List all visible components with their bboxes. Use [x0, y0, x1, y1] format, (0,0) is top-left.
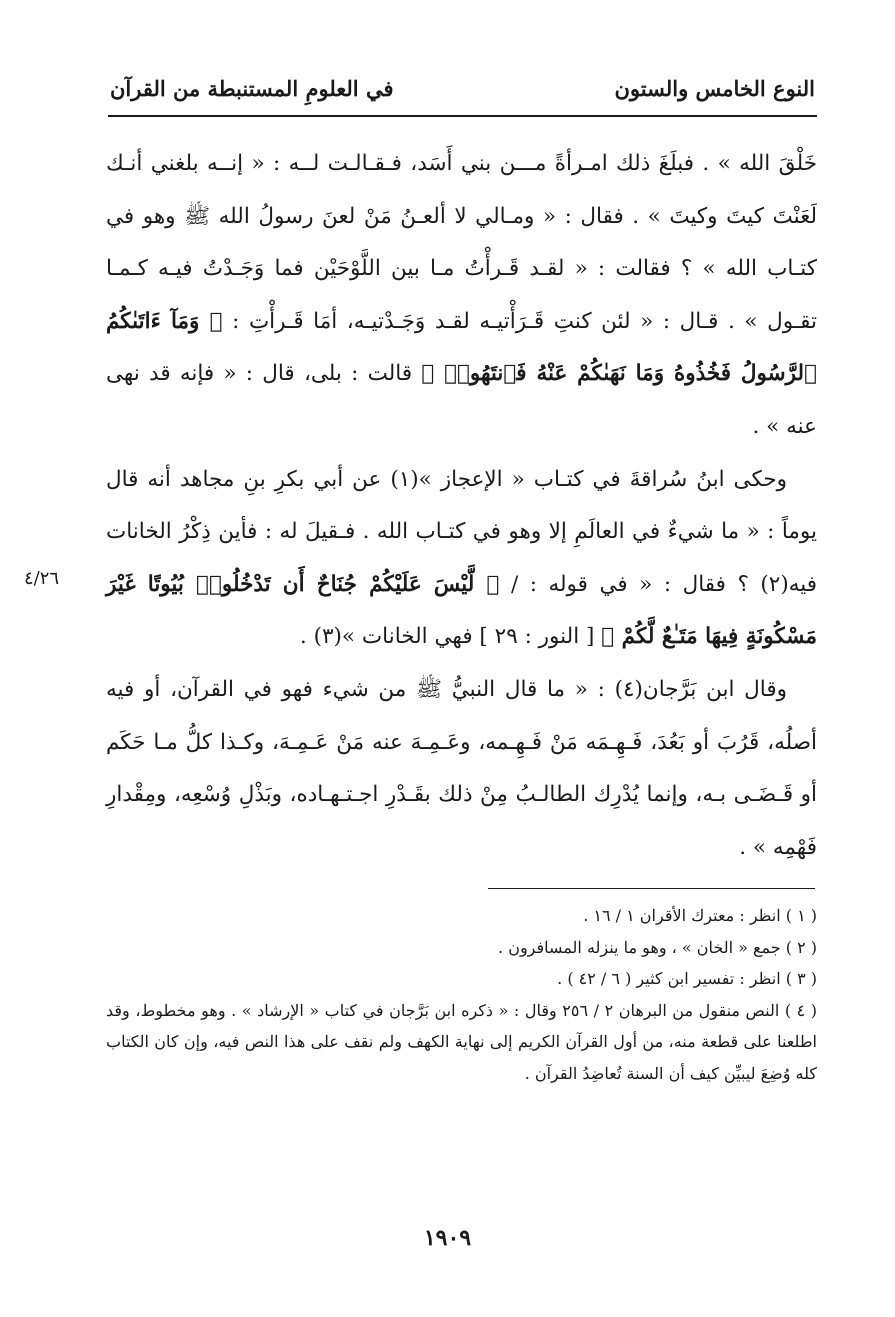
footnote-3: ( ٣ ) انظر : تفسير ابن كثير ( ٦ / ٤٢ ) .	[557, 969, 817, 988]
footnote-2: ( ٢ ) جمع « الخان » ، وهو ما ينزله المسافرون .	[498, 937, 817, 957]
footnote-4: ( ٤ ) النص منقول من البرهان ٢ / ٢٥٦ وقال : « ذكره ابن بَرَّجان في كتاب « الإرشاد » . وهو مخطوط، وقد اطلعنا على قطعة منه، من أول القرآن الكريم إلى نهاية الكهف ولم نقف على هذا النص فيه، وإن كان الكتاب كله وُضِعَ ليبيِّن كيف أن السنة تُعاضِدُ القرآن .	[106, 1000, 818, 1083]
header-rule	[108, 115, 817, 117]
quran-verse-nur: ﴿ لَّيْسَ عَلَيْكُمْ جُنَاحٌ أَن تَدْخُلُوا۟ بُيُوتًا غَيْرَ مَسْكُونَةٍ فِيهَا مَتَـٰعٌ لَّكُمْ ﴾	[106, 571, 817, 650]
main-text	[106, 138, 817, 874]
quran-verse-hashr: ﴿ وَمَآ ءَاتَىٰكُمُ ٱلرَّسُولُ فَخُذُوهُ وَمَا نَهَىٰكُمْ عَنْهُ فَٱنتَهُوا۟ ﴾	[106, 308, 817, 387]
paragraph-3-text: وقال ابن بَرَّجان(٤) : « ما قال النبيُّ ﷺ من شيء فهو في القرآن، أو فيه أصلُه، قَرُبَ أو بَعُدَ، فَـهِـمَه مَنْ فَـهِـمه، وعَـمِـهَ عنه مَنْ عَـمِـهَ، وكـذا كلُّ مـا حَكَم أو قَـضَـى بـه، وإنما يُدْرِك الطالـبُ مِنْ ذلك بقَـدْرِ اجـتـهـاده، وبَذْلِ وُسْعِه، ومِقْدارِ فَهْمِه » .	[106, 676, 817, 860]
paragraph-1-text: خَلْقَ الله » . فبلَغَ ذلك امـرأةً مـــن بني أَسَد، فـقـالـت لــه : « إنــه بلغني أنـك لَعَنْتَ كيتَ وكيتَ » . فقال : « ومـالي لا ألعـنُ مَنْ لعنَ رسولُ الله ﷺ وهو في كتـاب الله » ؟ فقالت : « لقـد قَـرأْتُ مـا بين اللَّوْحَيْن فما وَجَـدْتُ فيـه كـمـا تقـول » . قـال : « لئن كنتِ قَـرَأْتيـه لقـد وَجَـدْتيـه، أمَا قَـرأْتِ :	[106, 151, 817, 334]
footnote-1: ( ١ ) انظر : معترك الأقران ١ / ١٦ .	[583, 906, 817, 925]
paragraph-3	[106, 664, 817, 874]
section-title: في العلومِ المستنبطة من القرآن	[110, 75, 394, 101]
paragraph-2	[106, 454, 817, 664]
paragraph-2-text: وحكى ابنُ سُراقةَ في كتـاب « الإعجاز »(١) عن أبي بكرِ بنِ مجاهد أنه قال يوماً : « ما شيءٌ في العالَمِ إلا وهو في كتـاب الله . فـقيلَ له : فأين ذِكْرُ الخانات فيه(٢) ؟ فقال : « في قوله : /	[106, 466, 818, 597]
paragraph-2-end: [ النور : ٢٩ ] فهي الخانات »(٣) .	[299, 624, 595, 650]
chapter-title: النوع الخامس والستون	[614, 75, 815, 101]
paragraph-1	[106, 138, 817, 454]
page-number: ١٩٠٩	[423, 1225, 472, 1251]
running-header	[110, 68, 815, 108]
footnotes	[106, 900, 817, 1089]
footnote-rule	[488, 888, 815, 889]
margin-page-reference: ٤/٢٦	[24, 568, 60, 589]
paragraph-1-end: قالت : بلى، قال : « فإنه قد نهى عنه » .	[106, 361, 817, 439]
